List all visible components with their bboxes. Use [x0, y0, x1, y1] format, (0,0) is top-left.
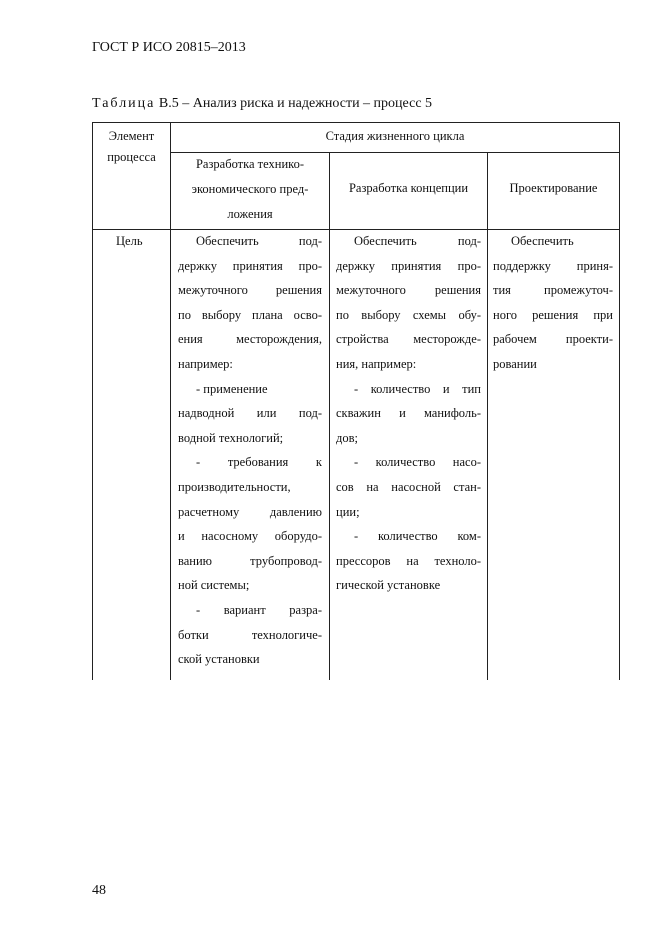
text-line: ванию трубопровод-	[178, 553, 322, 568]
text-line: Обеспечить	[511, 234, 574, 248]
text-line: по выбору схемы обу-	[336, 307, 481, 322]
text-line: ния, например:	[336, 356, 417, 371]
text-line: прессоров на техноло-	[336, 553, 481, 568]
header-feasibility	[171, 152, 329, 227]
table-top-border	[92, 122, 620, 123]
text-line: держку принятия про-	[178, 258, 322, 273]
text-line: скважин и манифоль-	[336, 406, 481, 421]
text-line: например:	[178, 356, 233, 371]
design-cell	[493, 229, 613, 377]
row-element-goal: Цель	[116, 234, 143, 248]
table-caption	[92, 96, 432, 112]
page-number: 48	[92, 883, 106, 898]
text-line: водной технологий;	[178, 430, 284, 445]
text-line: гической установке	[336, 578, 441, 593]
text-line: по выбору плана осво-	[178, 307, 322, 322]
header-feasibility-line-3: ложения	[227, 207, 273, 221]
text-line: ботки технологиче-	[178, 627, 322, 642]
header-feasibility-line-1: Разработка технико-	[195, 157, 305, 171]
text-line: - количество ком-	[354, 529, 481, 544]
text-line: ения месторождения,	[178, 332, 322, 347]
text-line: ного решения при	[493, 307, 613, 322]
caption-prefix: Таблица	[92, 96, 156, 111]
text-line: надводной или под-	[178, 406, 322, 421]
text-line: ной системы;	[178, 578, 250, 593]
text-line: Обеспечить под-	[196, 234, 322, 248]
text-line: - вариант разра-	[196, 602, 322, 617]
text-line: ской установки	[178, 652, 260, 667]
text-line: дов;	[336, 430, 358, 445]
text-line: межуточного решения	[336, 283, 481, 298]
header-feasibility-line-2: экономического пред-	[191, 182, 309, 196]
text-line: - количество насо-	[354, 455, 481, 470]
header-element-line-1: Элемент	[108, 129, 155, 143]
table-left-border	[92, 122, 93, 680]
text-line: производительности,	[178, 479, 291, 494]
text-line: - количество и тип	[354, 381, 481, 396]
text-line: поддержку приня-	[493, 258, 613, 273]
text-line: - требования к	[196, 455, 322, 470]
header-stage: Стадия жизненного цикла	[325, 129, 465, 143]
header-design: Проектирование	[509, 181, 598, 195]
text-line: межуточного решения	[178, 283, 322, 298]
feasibility-cell	[178, 229, 322, 672]
text-line: ции;	[336, 504, 360, 519]
header-concept: Разработка концепции	[348, 181, 469, 195]
document-header: ГОСТ Р ИСО 20815–2013	[92, 40, 246, 55]
text-line: и насосному оборудо-	[178, 529, 322, 544]
header-element-line-2: процесса	[107, 150, 156, 164]
text-line: Обеспечить под-	[354, 234, 481, 248]
text-line: тия промежуточ-	[493, 283, 613, 298]
table-right-border	[619, 122, 620, 680]
text-line: расчетному давлению	[178, 504, 322, 519]
text-line: рабочем проекти-	[493, 332, 613, 347]
column-divider-3	[487, 152, 488, 680]
text-line: ровании	[493, 356, 537, 371]
header-element-column	[93, 126, 170, 168]
text-line: сов на насосной стан-	[336, 479, 481, 494]
caption-text: В.5 – Анализ риска и надежности – процесс 5	[155, 96, 433, 111]
concept-cell	[336, 229, 481, 598]
text-line: - применение	[196, 381, 268, 396]
text-line: держку принятия про-	[336, 258, 481, 273]
text-line: стройства месторожде-	[336, 332, 481, 347]
column-divider-2	[329, 152, 330, 680]
